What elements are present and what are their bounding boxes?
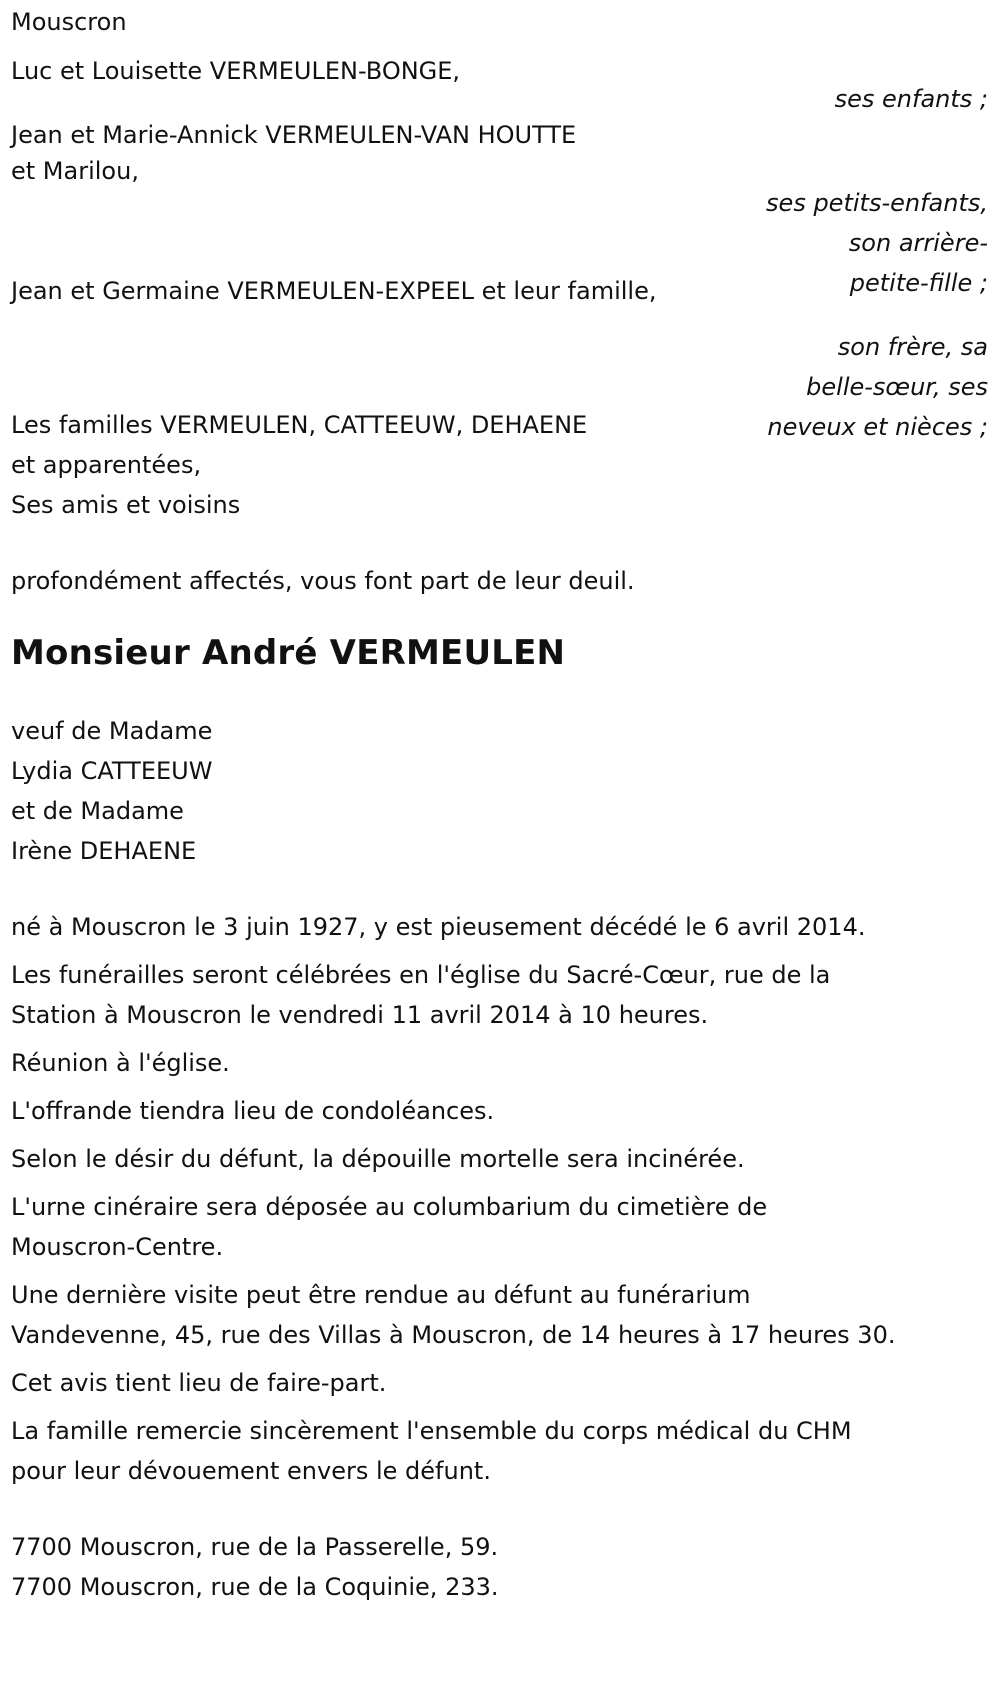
relation-line: petite-fille ; xyxy=(849,269,988,297)
relation-children xyxy=(835,79,988,119)
mourners-line: et apparentées, xyxy=(11,451,202,479)
family-group-grandchildren xyxy=(11,115,990,191)
paragraph-line: Station à Mouscron le vendredi 11 avril 2014 à 10 heures. xyxy=(11,1001,709,1029)
widower-line: et de Madame xyxy=(11,797,184,825)
paragraph-cremation xyxy=(11,1139,990,1179)
paragraph-announcement-note xyxy=(11,1363,990,1403)
paragraph-line: né à Mouscron le 3 juin 1927, y est pieusement décédé le 6 avril 2014. xyxy=(11,913,866,941)
announcement: profondément affectés, vous font part de leur deuil. xyxy=(11,567,635,595)
widower-line: Irène DEHAENE xyxy=(11,837,197,865)
paragraph-line: Les funérailles seront célébrées en l'église du Sacré-Cœur, rue de la xyxy=(11,961,831,989)
paragraph-line: Cet avis tient lieu de faire-part. xyxy=(11,1369,387,1397)
relation-grandchildren xyxy=(748,183,988,303)
widower-line: veuf de Madame xyxy=(11,717,213,745)
paragraph-meeting xyxy=(11,1043,990,1083)
paragraph-funeral xyxy=(11,955,990,1035)
paragraph-line: Réunion à l'église. xyxy=(11,1049,230,1077)
relation-line: belle-sœur, ses xyxy=(806,373,988,401)
relation-line: son arrière- xyxy=(848,229,988,257)
paragraph-line: L'urne cinéraire sera déposée au columbarium du cimetière de xyxy=(11,1193,768,1221)
mourners-line: Ses amis et voisins xyxy=(11,491,241,519)
paragraph-line: La famille remercie sincèrement l'ensemble du corps médical du CHM xyxy=(11,1417,852,1445)
relation-line: ses enfants ; xyxy=(834,85,988,113)
paragraph-line: Mouscron-Centre. xyxy=(11,1233,224,1261)
family-name-line: Jean et Marie-Annick VERMEULEN-VAN HOUTTE xyxy=(11,121,577,149)
paragraph-urn xyxy=(11,1187,990,1267)
paragraph-birth-death xyxy=(11,907,990,947)
paragraph-line: Une dernière visite peut être rendue au défunt au funérarium xyxy=(11,1281,751,1309)
family-name-line: et Marilou, xyxy=(11,157,139,185)
deceased-name: Monsieur André VERMEULEN xyxy=(11,633,566,673)
paragraph-offering xyxy=(11,1091,990,1131)
paragraph-thanks xyxy=(11,1411,990,1491)
relation-line: neveux et nièces ; xyxy=(767,413,988,441)
paragraph-visit xyxy=(11,1275,990,1355)
city: Mouscron xyxy=(11,8,127,36)
widower-line: Lydia CATTEEUW xyxy=(11,757,213,785)
widower-of xyxy=(11,711,990,871)
relation-siblings xyxy=(748,327,988,447)
address-line: 7700 Mouscron, rue de la Coquinie, 233. xyxy=(11,1573,499,1601)
address-line: 7700 Mouscron, rue de la Passerelle, 59. xyxy=(11,1533,499,1561)
family-name-line: Jean et Germaine VERMEULEN-EXPEEL et leur famille, xyxy=(11,277,657,305)
addresses xyxy=(11,1527,990,1607)
paragraph-line: Vandevenne, 45, rue des Villas à Mouscron, de 14 heures à 17 heures 30. xyxy=(11,1321,896,1349)
paragraph-line: pour leur dévouement envers le défunt. xyxy=(11,1457,491,1485)
family-name-line: Luc et Louisette VERMEULEN-BONGE, xyxy=(11,57,461,85)
relation-line: ses petits-enfants, xyxy=(766,189,988,217)
paragraph-line: Selon le désir du défunt, la dépouille mortelle sera incinérée. xyxy=(11,1145,745,1173)
paragraph-line: L'offrande tiendra lieu de condoléances. xyxy=(11,1097,495,1125)
mourners-line: Les familles VERMEULEN, CATTEEUW, DEHAENE xyxy=(11,411,588,439)
relation-line: son frère, sa xyxy=(837,333,988,361)
